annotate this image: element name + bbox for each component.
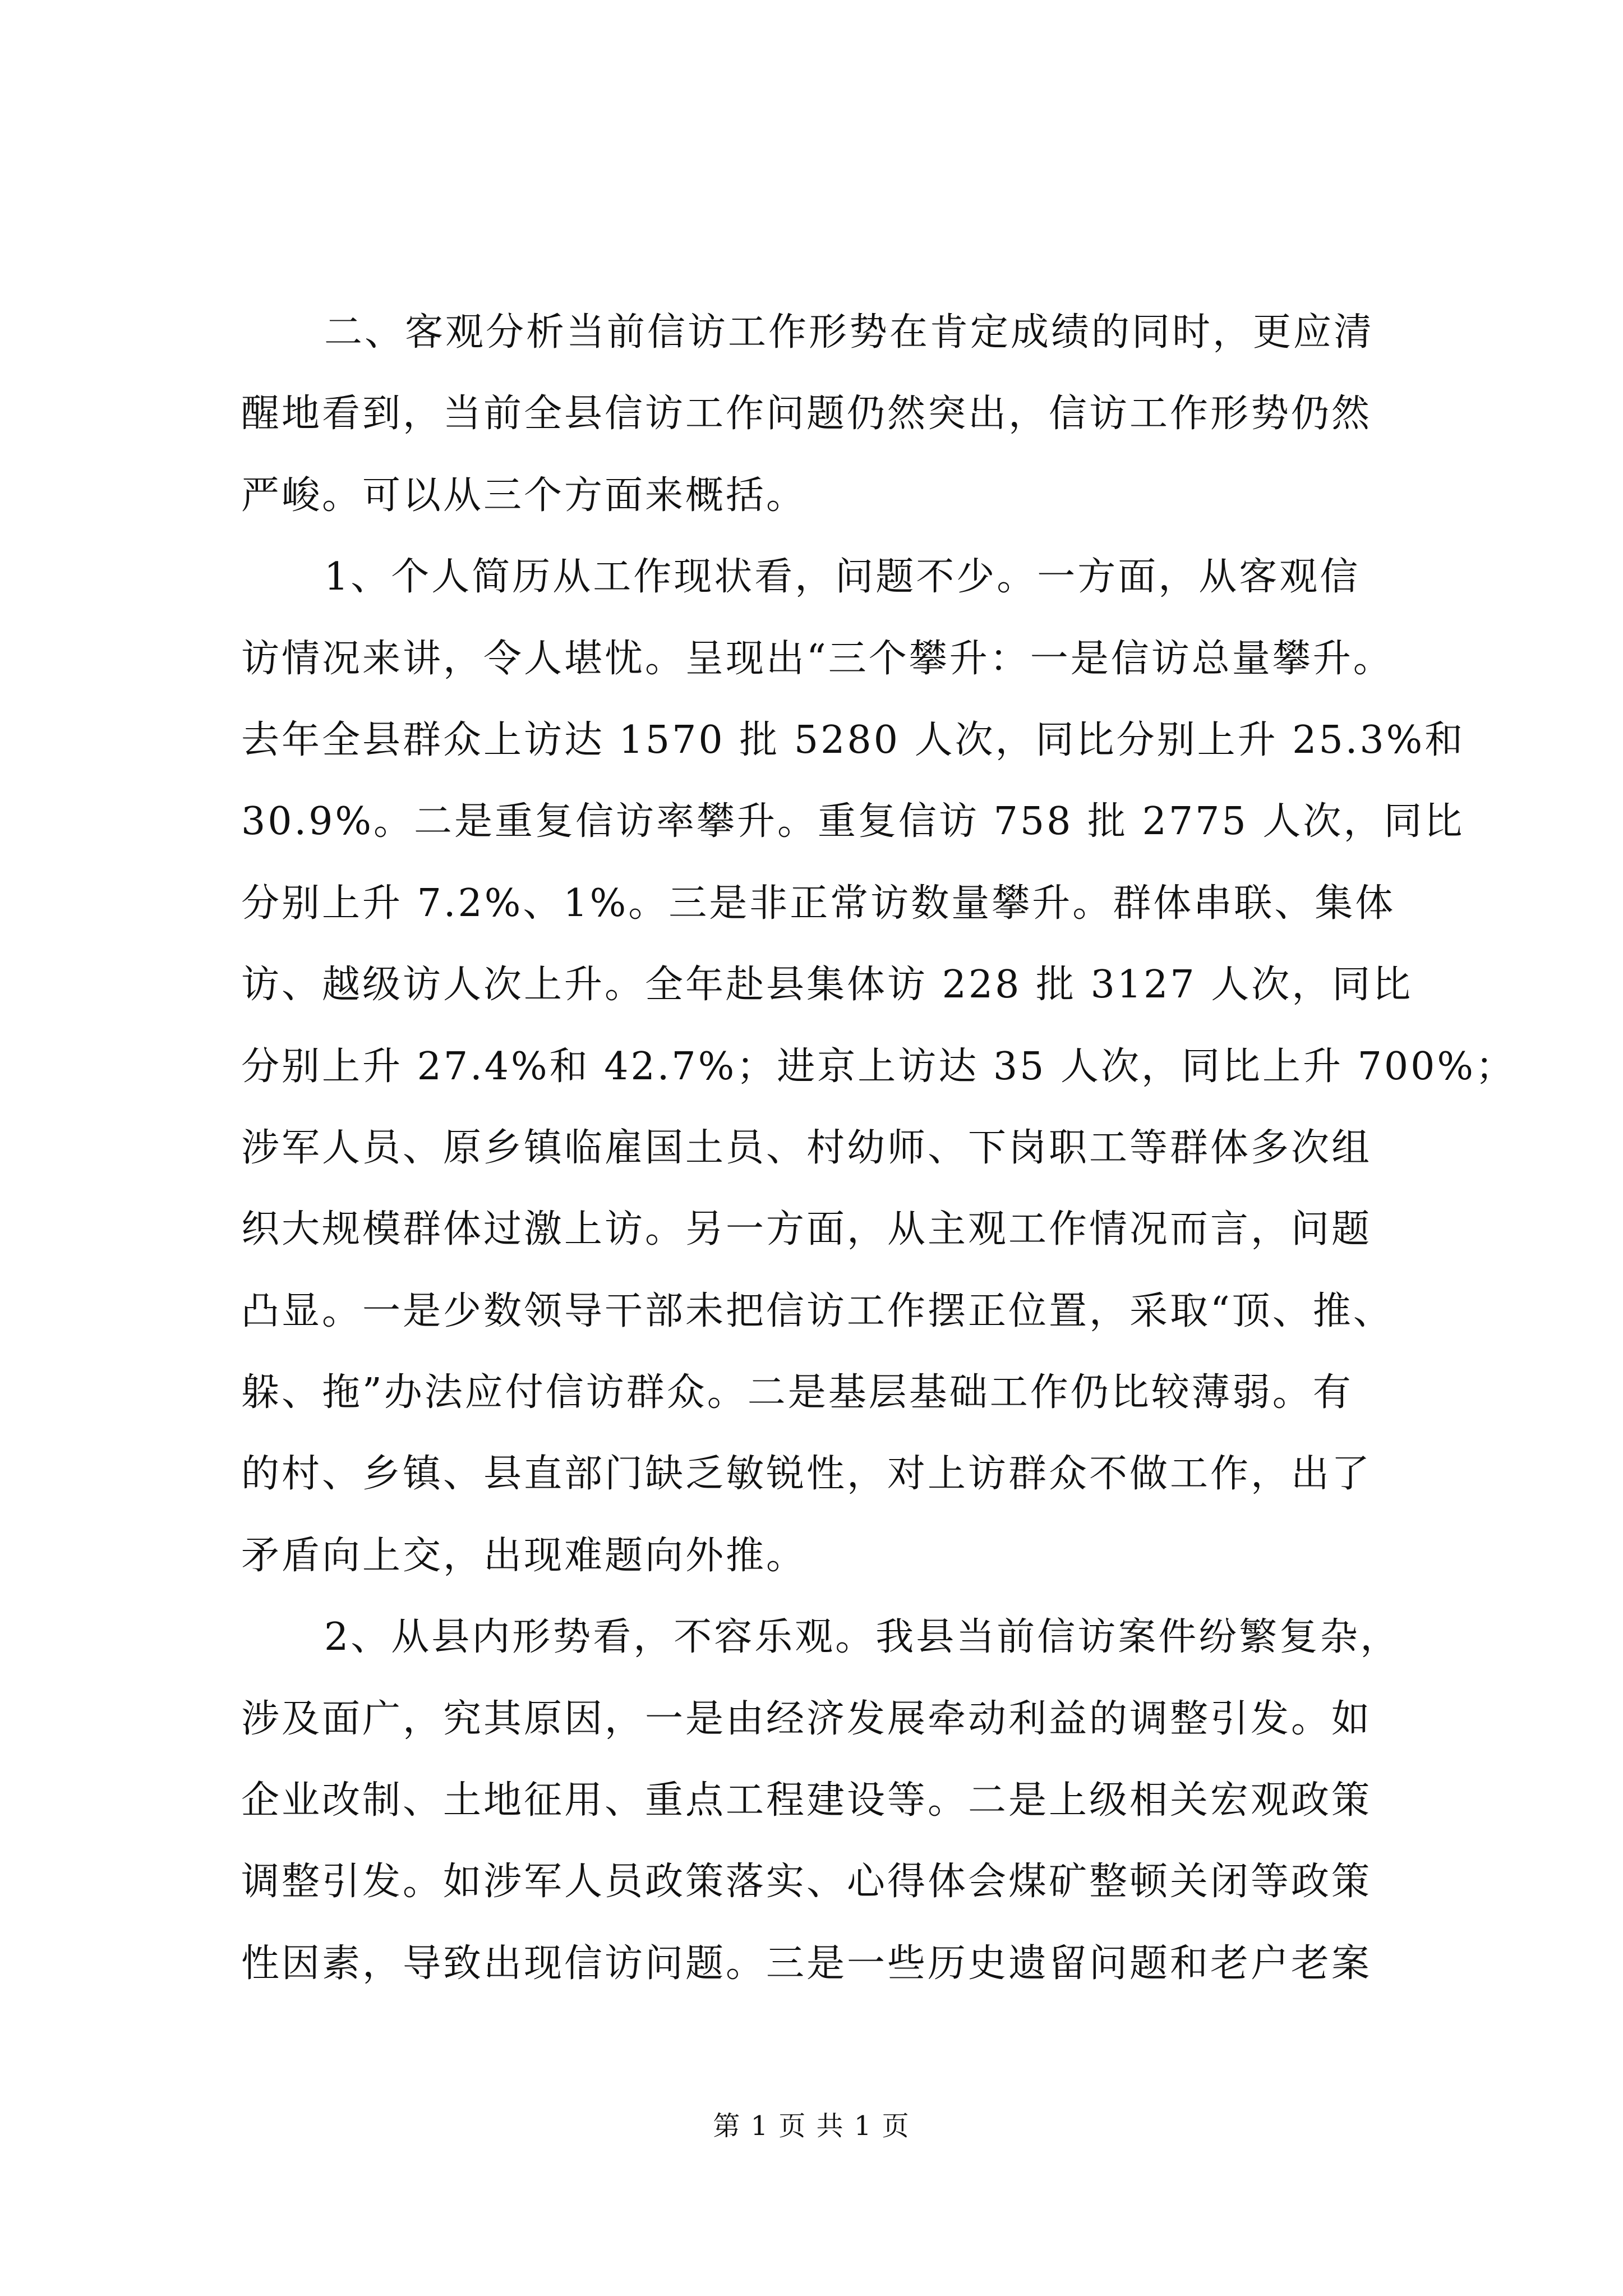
paragraph-line: 矛盾向上交，出现难题向外推。	[241, 1533, 807, 1578]
paragraph-line: 1、个人简历从工作现状看，问题不少。一方面，从客观信	[324, 555, 1361, 600]
paragraph-line: 分别上升 7.2%、1%。三是非正常访数量攀升。群体串联、集体	[241, 881, 1396, 926]
paragraph-line: 凸显。一是少数领导干部未把信访工作摆正位置，采取“顶、推、	[241, 1289, 1394, 1333]
document-body	[241, 292, 1516, 2004]
paragraph-line: 调整引发。如涉军人员政策落实、心得体会煤矿整顿关闭等政策	[241, 1860, 1372, 1904]
paragraph-line: 躲、拖”办法应付信访群众。二是基层基础工作仍比较薄弱。有	[241, 1370, 1353, 1415]
paragraph-line: 严峻。可以从三个方面来概括。	[241, 473, 807, 518]
paragraph-line: 2、从县内形势看，不容乐观。我县当前信访案件纷繁复杂，	[324, 1615, 1401, 1660]
paragraph-line: 的村、乡镇、县直部门缺乏敏锐性，对上访群众不做工作，出了	[241, 1452, 1372, 1497]
paragraph-line: 分别上升 27.4%和 42.7%；进京上访达 35 人次，同比上升 700%；	[241, 1044, 1516, 1089]
page-footer	[0, 2109, 1623, 2143]
paragraph-line: 访、越级访人次上升。全年赴县集体访 228 批 3127 人次，同比	[241, 963, 1413, 1007]
paragraph-line: 涉及面广，究其原因，一是由经济发展牵动利益的调整引发。如	[241, 1696, 1372, 1741]
paragraph-line: 访情况来讲，令人堪忧。呈现出“三个攀升：一是信访总量攀升。	[241, 636, 1394, 681]
paragraph-line: 去年全县群众上访达 1570 批 5280 人次，同比分别上升 25.3%和	[241, 717, 1465, 762]
paragraph-line: 织大规模群体过激上访。另一方面，从主观工作情况而言，问题	[241, 1207, 1372, 1252]
paragraph-line: 醒地看到，当前全县信访工作问题仍然突出，信访工作形势仍然	[241, 392, 1372, 436]
paragraph-line: 30.9%。二是重复信访率攀升。重复信访 758 批 2775 人次，同比	[241, 799, 1465, 844]
paragraph-line: 性因素，导致出现信访问题。三是一些历史遗留问题和老户老案	[241, 1941, 1372, 1986]
page-number-label: 第 1 页 共 1 页	[713, 2110, 910, 2142]
paragraph-line: 涉军人员、原乡镇临雇国土员、村幼师、下岗职工等群体多次组	[241, 1125, 1372, 1170]
paragraph-line: 二、客观分析当前信访工作形势在肯定成绩的同时，更应清	[324, 310, 1375, 355]
paragraph-line: 企业改制、土地征用、重点工程建设等。二是上级相关宏观政策	[241, 1778, 1372, 1823]
